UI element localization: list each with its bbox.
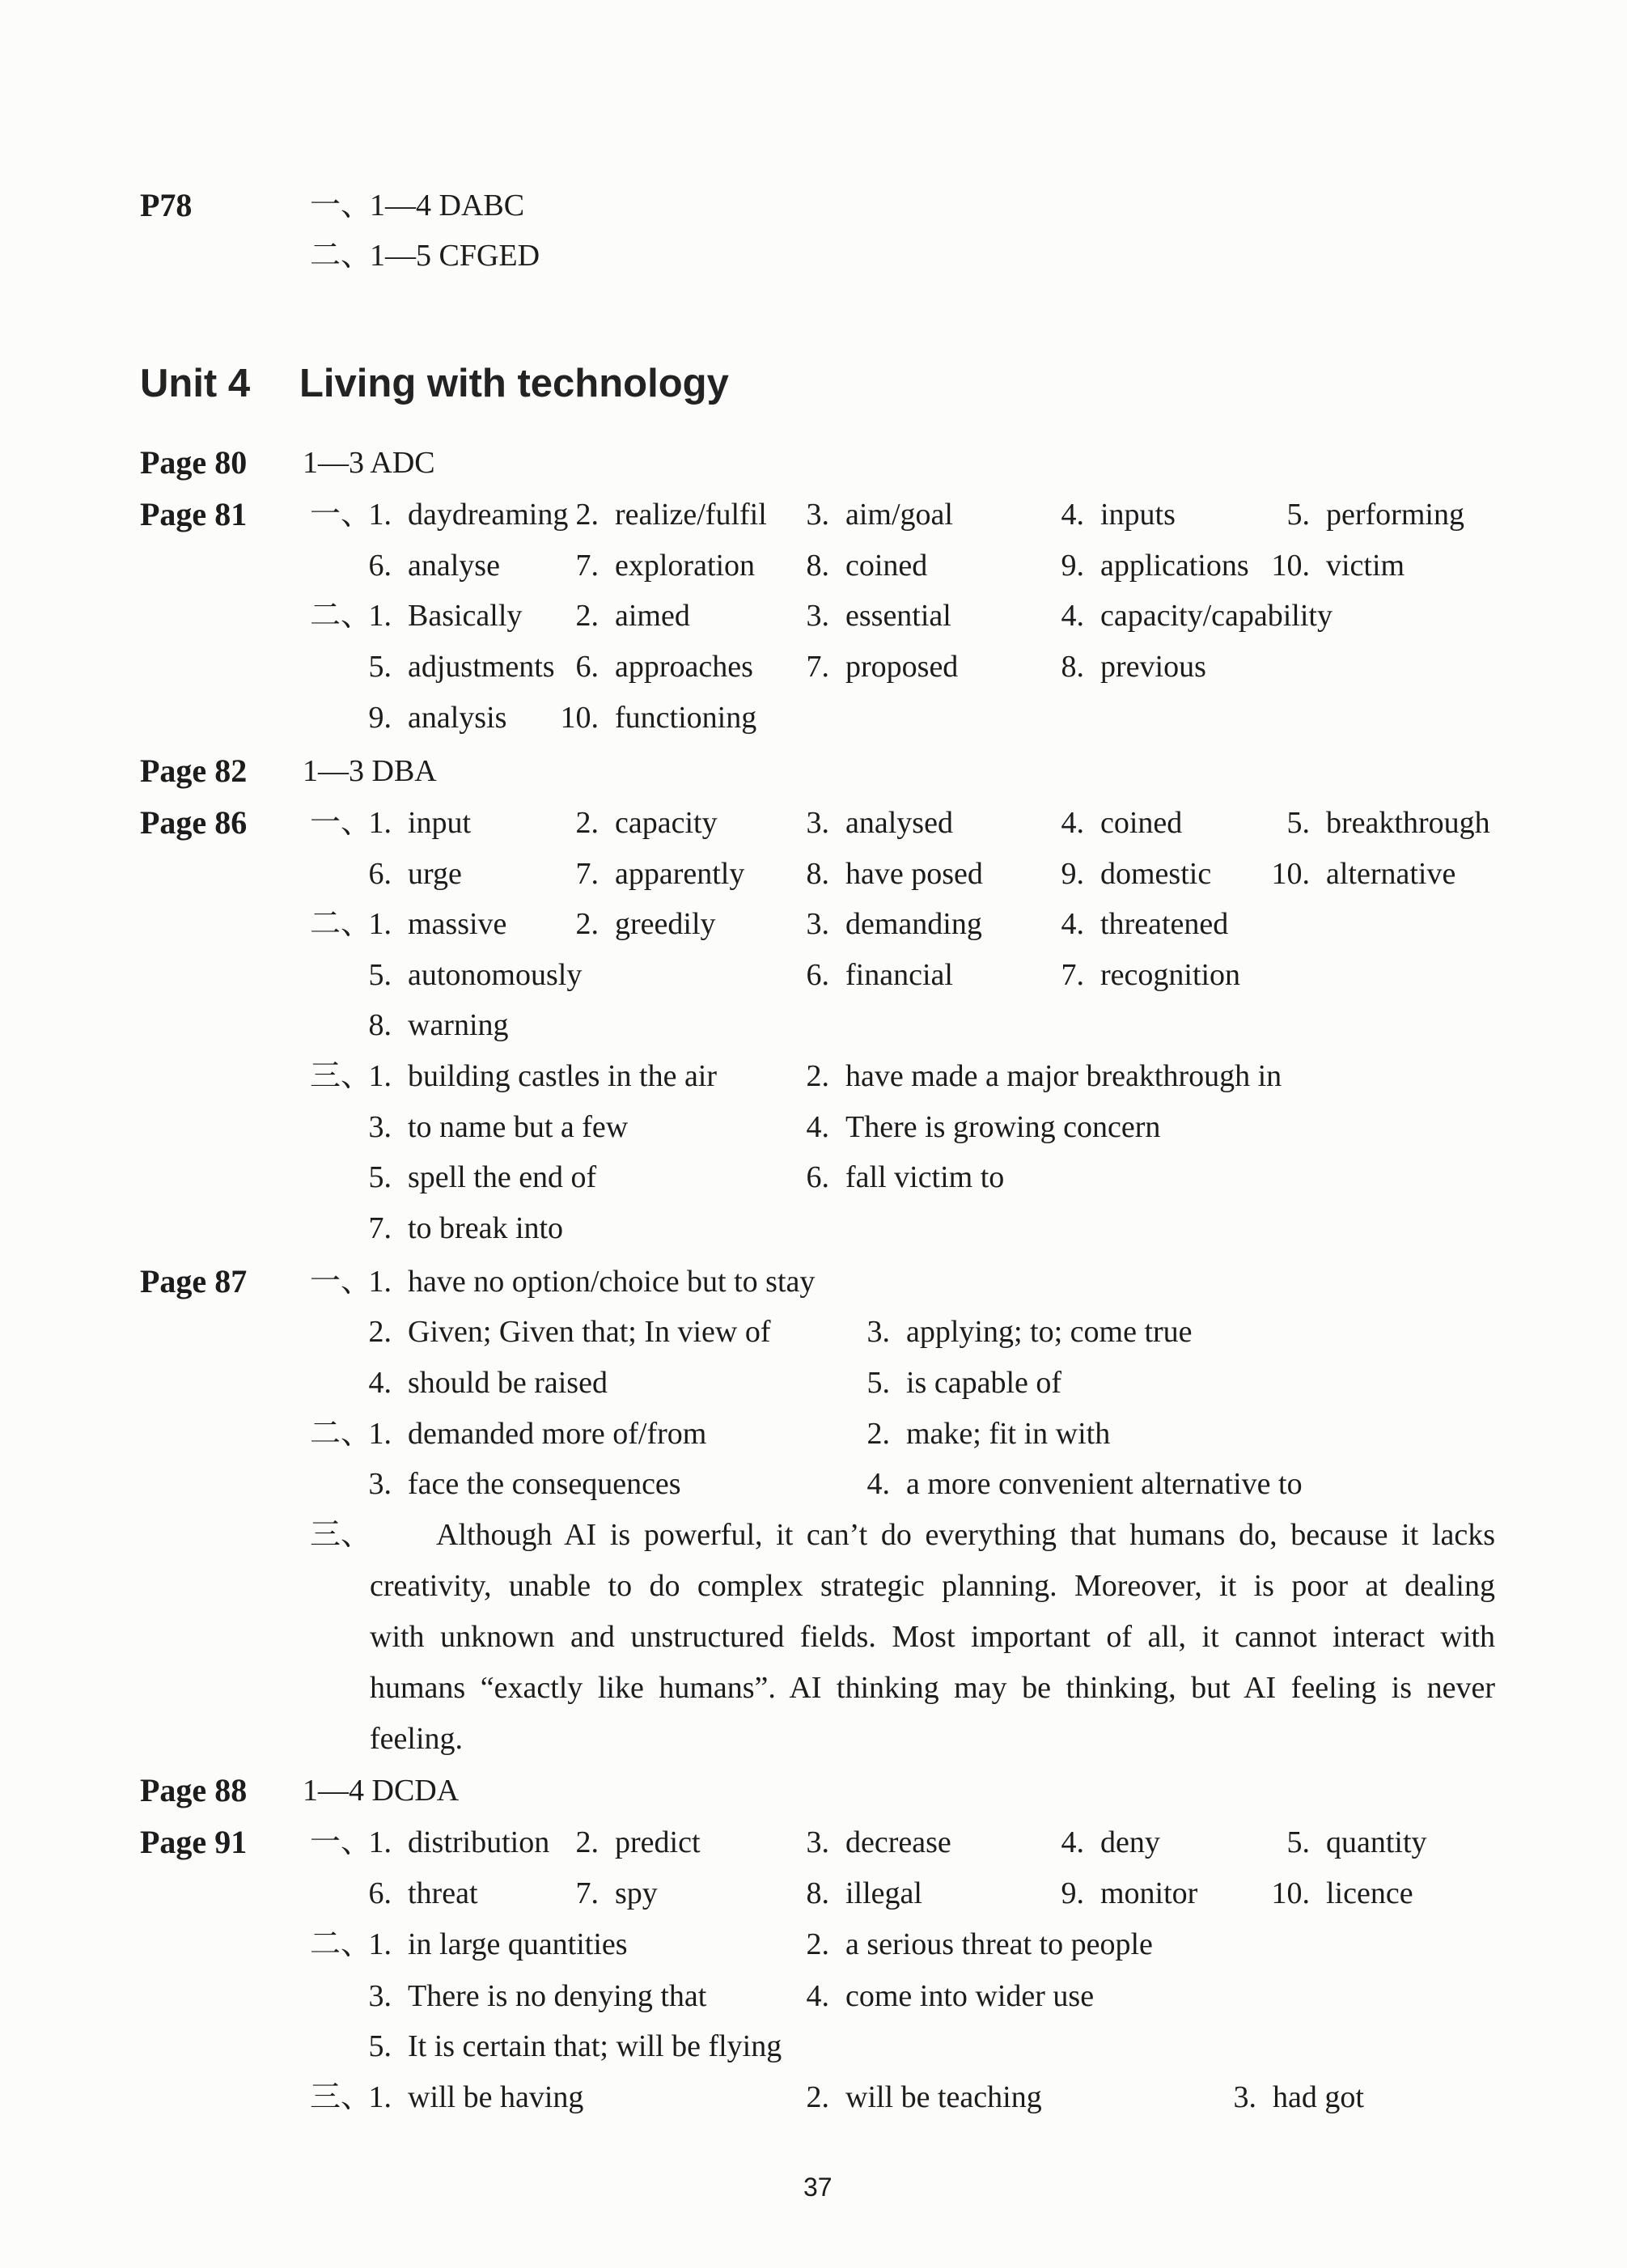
answer-row: [0, 438, 1627, 488]
item-number: 10.: [1271, 1876, 1310, 1910]
page-label: P78: [140, 187, 193, 223]
section-mark: 一、: [310, 1265, 372, 1299]
item-number: 1.: [368, 1927, 392, 1961]
item-text: spy: [615, 1876, 658, 1910]
item-text: Basically: [408, 599, 523, 633]
answer-row: [0, 1000, 1627, 1050]
answer-item: [1039, 490, 1176, 540]
answer-item: [845, 1358, 1061, 1408]
answer-item: [346, 1817, 549, 1867]
item-text: a more convenient alternative to: [906, 1467, 1303, 1501]
answer-text: 1—5 CFGED: [370, 239, 540, 273]
item-text: breakthrough: [1326, 806, 1490, 840]
answer-item: [784, 1919, 1153, 1969]
item-number: 8.: [806, 857, 829, 891]
item-text: alternative: [1326, 857, 1456, 891]
answer-item: [553, 1817, 701, 1867]
item-number: 5.: [368, 958, 392, 992]
item-number: 5.: [368, 1160, 392, 1194]
answer-item: [784, 541, 927, 591]
item-number: 2.: [866, 1417, 890, 1451]
item-number: 2.: [368, 1315, 392, 1349]
item-text: analysis: [408, 701, 507, 735]
answer-row: [0, 1459, 1627, 1509]
item-number: 1.: [368, 1265, 392, 1299]
answer-item: [346, 798, 471, 848]
answer-item: [346, 1257, 815, 1307]
item-text: distribution: [408, 1825, 550, 1859]
answer-row: [0, 798, 1627, 848]
item-number: 3.: [1233, 2080, 1256, 2114]
page-label: Page 81: [140, 496, 248, 532]
item-number: 7.: [575, 549, 599, 583]
item-text: will be teaching: [845, 2080, 1042, 2114]
item-number: 1.: [368, 806, 392, 840]
answer-item: [784, 490, 953, 540]
answer-item: [553, 693, 756, 743]
answer-item: [1039, 899, 1228, 949]
item-text: predict: [615, 1825, 701, 1859]
item-number: 1.: [368, 1417, 392, 1451]
answer-item: [553, 1868, 658, 1918]
item-text: in large quantities: [408, 1927, 628, 1961]
answer-item: [346, 1409, 706, 1459]
page-label: Page 88: [140, 1772, 248, 1808]
section-mark: 二、: [310, 1927, 372, 1961]
paragraph-line: feeling.: [370, 1722, 464, 1756]
item-number: 3.: [368, 1467, 392, 1501]
item-text: greedily: [615, 907, 716, 941]
item-text: coined: [845, 549, 928, 583]
item-text: apparently: [615, 857, 745, 891]
item-text: applying; to; come true: [906, 1315, 1193, 1349]
answer-item: [346, 2072, 583, 2122]
answer-row: [0, 849, 1627, 899]
answer-row: [0, 2072, 1627, 2122]
item-text: urge: [408, 857, 462, 891]
item-number: 3.: [806, 1825, 829, 1859]
paragraph-line: with unknown and unstructured fields. Most important of all, it cannot interact with: [370, 1620, 1495, 1654]
item-text: proposed: [845, 650, 959, 684]
item-text: had got: [1273, 2080, 1364, 2114]
item-text: a serious threat to people: [845, 1927, 1153, 1961]
answer-row: [0, 1868, 1627, 1918]
answer-item: [784, 1817, 951, 1867]
answer-item: [346, 642, 555, 692]
item-number: 9.: [1061, 857, 1084, 891]
answer-item: [845, 1307, 1193, 1357]
item-number: 4.: [1061, 907, 1084, 941]
item-text: will be having: [408, 2080, 584, 2114]
answer-row: [0, 1971, 1627, 2021]
item-text: threatened: [1100, 907, 1229, 941]
answer-text: 1—3 ADC: [303, 446, 435, 480]
answer-item: [346, 1358, 608, 1408]
answer-item: [1039, 849, 1211, 899]
answer-item: [1265, 1868, 1413, 1918]
item-text: illegal: [845, 1876, 922, 1910]
item-text: aim/goal: [845, 498, 953, 532]
item-text: coined: [1100, 806, 1183, 840]
item-text: have posed: [845, 857, 983, 891]
page-label: Page 91: [140, 1824, 248, 1860]
item-text: is capable of: [906, 1366, 1062, 1400]
item-text: autonomously: [408, 958, 583, 992]
item-number: 6.: [368, 549, 392, 583]
answer-item: [346, 1203, 563, 1253]
item-number: 4.: [866, 1467, 890, 1501]
answer-item: [346, 1051, 717, 1101]
answer-item: [784, 849, 983, 899]
answer-item: [1265, 849, 1455, 899]
answer-text: 1—4 DCDA: [303, 1774, 460, 1808]
item-text: quantity: [1326, 1825, 1427, 1859]
item-text: There is no denying that: [408, 1979, 707, 2013]
item-text: performing: [1326, 498, 1464, 532]
answer-item: [784, 950, 953, 1000]
item-number: 1.: [368, 1059, 392, 1093]
item-text: analysed: [845, 806, 953, 840]
answer-item: [784, 642, 958, 692]
answer-row: [0, 2021, 1627, 2071]
item-text: domestic: [1100, 857, 1212, 891]
answer-row: [0, 1817, 1627, 1867]
answer-item: [346, 693, 506, 743]
item-text: Given; Given that; In view of: [408, 1315, 771, 1349]
item-number: 10.: [1271, 857, 1310, 891]
answer-item: [346, 1102, 628, 1152]
item-number: 3.: [866, 1315, 890, 1349]
item-text: realize/fulfil: [615, 498, 767, 532]
item-number: 9.: [1061, 549, 1084, 583]
item-number: 7.: [1061, 958, 1084, 992]
item-number: 5.: [1286, 1825, 1310, 1859]
item-text: inputs: [1100, 498, 1176, 532]
answer-item: [346, 950, 582, 1000]
item-number: 6.: [575, 650, 599, 684]
page-label: Page 86: [140, 804, 248, 841]
item-number: 4.: [1061, 599, 1084, 633]
answer-row: [0, 1051, 1627, 1101]
page-label: Page 80: [140, 444, 248, 481]
answer-row: [0, 1152, 1627, 1202]
answer-row: [0, 1919, 1627, 1969]
answer-row: [0, 693, 1627, 743]
section-mark: 三、: [310, 2080, 372, 2114]
section-mark: 一、: [310, 498, 372, 532]
item-text: analyse: [408, 549, 500, 583]
answer-item: [784, 899, 982, 949]
item-number: 2.: [575, 498, 599, 532]
answer-row: [0, 1102, 1627, 1152]
answer-item: [553, 490, 767, 540]
item-number: 9.: [1061, 1876, 1084, 1910]
answer-row: [0, 591, 1627, 641]
answer-item: [346, 1919, 628, 1969]
item-number: 7.: [368, 1211, 392, 1245]
item-number: 1.: [368, 599, 392, 633]
item-text: demanding: [845, 907, 982, 941]
item-text: decrease: [845, 1825, 951, 1859]
answer-item: [346, 1971, 706, 2021]
item-text: fall victim to: [845, 1160, 1005, 1194]
item-text: applications: [1100, 549, 1249, 583]
item-number: 8.: [806, 1876, 829, 1910]
answer-row: [0, 231, 1627, 281]
item-number: 3.: [806, 907, 829, 941]
page-number: 37: [803, 2173, 833, 2202]
section-mark: 三、: [310, 1059, 372, 1093]
item-text: monitor: [1100, 1876, 1198, 1910]
item-text: capacity/capability: [1100, 599, 1333, 633]
answer-row: [0, 746, 1627, 796]
item-number: 3.: [806, 806, 829, 840]
item-number: 1.: [368, 498, 392, 532]
answer-item: [346, 541, 500, 591]
item-text: financial: [845, 958, 953, 992]
item-text: functioning: [615, 701, 757, 735]
item-text: have no option/choice but to stay: [408, 1265, 816, 1299]
item-text: have made a major breakthrough in: [845, 1059, 1282, 1093]
item-text: input: [408, 806, 472, 840]
answer-row: [0, 1766, 1627, 1816]
item-text: come into wider use: [845, 1979, 1095, 2013]
answer-item: [784, 798, 953, 848]
item-number: 6.: [368, 1876, 392, 1910]
page-label: Page 87: [140, 1263, 248, 1299]
answer-paragraph: [370, 1510, 1495, 1765]
item-number: 4.: [806, 1110, 829, 1144]
item-number: 3.: [368, 1110, 392, 1144]
section-mark: 一、: [310, 189, 372, 223]
item-number: 2.: [806, 1059, 829, 1093]
section-mark: 一、: [310, 1825, 372, 1859]
item-text: daydreaming: [408, 498, 569, 532]
answer-row: [0, 1203, 1627, 1253]
item-number: 2.: [575, 1825, 599, 1859]
answer-item: [1265, 490, 1464, 540]
answer-row: [0, 1307, 1627, 1357]
answer-item: [346, 1459, 681, 1509]
item-number: 2.: [806, 2080, 829, 2114]
answer-row: [0, 490, 1627, 540]
item-text: recognition: [1100, 958, 1241, 992]
item-number: 2.: [806, 1927, 829, 1961]
answer-item: [346, 2021, 782, 2071]
paragraph-line: humans “exactly like humans”. AI thinking may be thinking, but AI feeling is never: [370, 1671, 1495, 1705]
item-number: 10.: [560, 701, 599, 735]
item-number: 6.: [368, 857, 392, 891]
item-number: 6.: [806, 1160, 829, 1194]
answer-item: [784, 1971, 1094, 2021]
answer-item: [1039, 950, 1240, 1000]
answer-item: [845, 1459, 1303, 1509]
answer-item: [346, 490, 568, 540]
answer-item: [553, 642, 753, 692]
answer-text: 1—4 DABC: [370, 189, 525, 223]
answer-item: [553, 541, 755, 591]
answer-item: [346, 849, 462, 899]
answer-row: [0, 899, 1627, 949]
item-number: 5.: [1286, 498, 1310, 532]
item-number: 5.: [368, 2029, 392, 2063]
answer-item: [1211, 2072, 1364, 2122]
section-mark: 二、: [310, 239, 372, 273]
answer-item: [784, 1152, 1004, 1202]
item-number: 8.: [1061, 650, 1084, 684]
answer-item: [553, 798, 718, 848]
item-number: 7.: [575, 857, 599, 891]
item-number: 5.: [368, 650, 392, 684]
answer-item: [553, 849, 744, 899]
answer-item: [346, 1152, 596, 1202]
answer-item: [784, 591, 951, 641]
item-number: 5.: [866, 1366, 890, 1400]
item-number: 2.: [575, 806, 599, 840]
answer-item: [784, 2072, 1042, 2122]
item-number: 6.: [806, 958, 829, 992]
answer-item: [1265, 798, 1490, 848]
item-text: massive: [408, 907, 507, 941]
answer-item: [1039, 1868, 1197, 1918]
answer-row: [0, 1409, 1627, 1459]
item-number: 1.: [368, 2080, 392, 2114]
section-mark: 二、: [310, 907, 372, 941]
answer-item: [784, 1102, 1160, 1152]
item-number: 4.: [368, 1366, 392, 1400]
item-text: There is growing concern: [845, 1110, 1161, 1144]
item-number: 3.: [806, 498, 829, 532]
answer-item: [1265, 541, 1405, 591]
answer-item: [1039, 591, 1333, 641]
item-text: aimed: [615, 599, 690, 633]
item-number: 1.: [368, 907, 392, 941]
item-number: 4.: [1061, 498, 1084, 532]
answer-item: [1039, 798, 1182, 848]
item-text: victim: [1326, 549, 1405, 583]
item-number: 9.: [368, 701, 392, 735]
section-mark: 二、: [310, 599, 372, 633]
item-text: previous: [1100, 650, 1206, 684]
section-mark: 一、: [310, 806, 372, 840]
answer-row: [0, 950, 1627, 1000]
answer-item: [346, 1000, 509, 1050]
unit-number: Unit 4: [140, 362, 251, 405]
item-number: 2.: [575, 907, 599, 941]
item-text: licence: [1326, 1876, 1413, 1910]
answer-item: [346, 899, 506, 949]
item-number: 4.: [1061, 806, 1084, 840]
item-text: exploration: [615, 549, 756, 583]
answer-item: [845, 1409, 1110, 1459]
item-text: approaches: [615, 650, 753, 684]
item-text: threat: [408, 1876, 478, 1910]
answer-item: [1039, 1817, 1160, 1867]
item-text: make; fit in with: [906, 1417, 1111, 1451]
item-text: It is certain that; will be flying: [408, 2029, 782, 2063]
answer-item: [553, 899, 716, 949]
answer-row: [0, 1358, 1627, 1408]
item-text: to break into: [408, 1211, 564, 1245]
item-number: 4.: [1061, 1825, 1084, 1859]
item-text: should be raised: [408, 1366, 608, 1400]
item-text: to name but a few: [408, 1110, 629, 1144]
section-mark: 三、: [310, 1518, 372, 1552]
item-number: 8.: [806, 549, 829, 583]
item-text: adjustments: [408, 650, 555, 684]
answer-item: [553, 591, 690, 641]
item-number: 2.: [575, 599, 599, 633]
item-number: 5.: [1286, 806, 1310, 840]
answer-row: [0, 541, 1627, 591]
item-number: 1.: [368, 1825, 392, 1859]
answer-item: [784, 1051, 1282, 1101]
item-text: demanded more of/from: [408, 1417, 707, 1451]
answer-row: [0, 180, 1627, 231]
item-text: deny: [1100, 1825, 1160, 1859]
item-text: capacity: [615, 806, 718, 840]
paragraph-line: creativity, unable to do complex strategic planning. Moreover, it is poor at dealing: [370, 1569, 1495, 1603]
answer-row: [0, 642, 1627, 692]
section-mark: 二、: [310, 1417, 372, 1451]
page-label: Page 82: [140, 752, 248, 789]
answer-item: [1039, 541, 1249, 591]
answer-item: [346, 1307, 771, 1357]
item-number: 7.: [806, 650, 829, 684]
item-text: spell the end of: [408, 1160, 597, 1194]
paragraph-line: Although AI is powerful, it can’t do everything that humans do, because it lacks: [436, 1518, 1495, 1552]
answer-item: [1039, 642, 1206, 692]
item-text: face the consequences: [408, 1467, 681, 1501]
item-text: building castles in the air: [408, 1059, 718, 1093]
answer-item: [784, 1868, 922, 1918]
answer-row: [0, 1257, 1627, 1307]
item-number: 3.: [806, 599, 829, 633]
item-number: 10.: [1271, 549, 1310, 583]
item-number: 7.: [575, 1876, 599, 1910]
item-number: 8.: [368, 1008, 392, 1042]
item-number: 4.: [806, 1979, 829, 2013]
answer-text: 1—3 DBA: [303, 754, 437, 788]
item-text: warning: [408, 1008, 509, 1042]
answer-item: [346, 1868, 478, 1918]
unit-title: Living with technology: [299, 362, 729, 405]
item-text: essential: [845, 599, 951, 633]
answer-item: [1265, 1817, 1427, 1867]
item-number: 3.: [368, 1979, 392, 2013]
answer-item: [346, 591, 522, 641]
